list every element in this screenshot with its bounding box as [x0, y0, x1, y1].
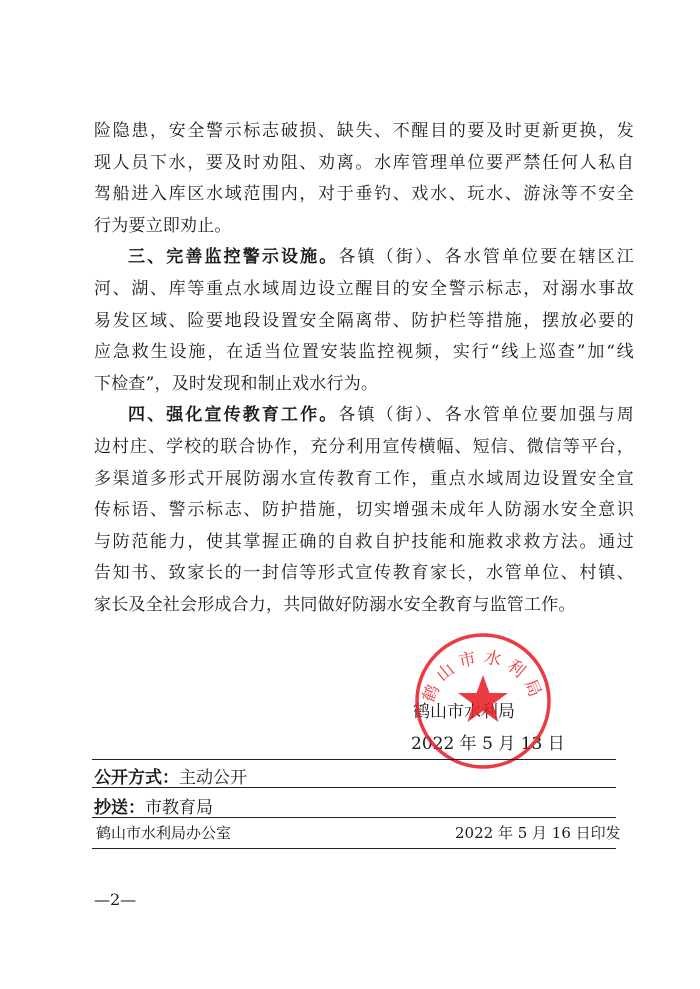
- section4-line: 边村庄、学校的联合协作，充分利用宣传横幅、短信、微信等平台，: [94, 436, 634, 457]
- section3-line: 易发区域、险要地段设置安全隔离带、防护栏等措施，摆放必要的: [94, 310, 634, 331]
- cc-row: [94, 793, 213, 818]
- seal-text: 鹤山市水利局: [418, 647, 548, 706]
- body-line: 驾船进入库区水域范围内，对于垂钓、戏水、玩水、游泳等不安全: [94, 184, 634, 205]
- signature-org: 鹤山市水利局: [413, 702, 515, 722]
- print-date: 2022 年 5 月 16 日印发: [455, 824, 621, 842]
- body-line: 现人员下水，要及时劝阻、劝离。水库管理单位要严禁任何人私自: [94, 152, 634, 173]
- body-line: 险隐患，安全警示标志破损、缺失、不醒目的要及时更新更换，发: [94, 121, 634, 141]
- section3-first-text: 各镇（街）、各水管单位要在辖区江: [338, 247, 634, 268]
- section3-line: 下检查”，及时发现和制止戏水行为。: [94, 373, 379, 394]
- divider: [92, 817, 616, 818]
- section4-first-text: 各镇（街）、各水管单位要加强与周: [338, 405, 634, 426]
- section3-first-line: [94, 242, 634, 274]
- disclosure-row: [94, 763, 247, 788]
- section4-line: 告知书、致家长的一封信等形式宣传教育家长，水管单位、村镇、: [94, 563, 634, 584]
- section4-line: 家长及全社会形成合力，共同做好防溺水安全教育与监管工作。: [94, 594, 576, 615]
- section4-heading: 四、强化宣传教育工作。: [128, 405, 339, 426]
- document-body: [94, 116, 634, 622]
- divider: [92, 759, 616, 760]
- divider: [92, 848, 616, 849]
- disclosure-label: 公开方式：: [94, 768, 179, 788]
- official-seal-icon: [413, 631, 553, 771]
- disclosure-value: 主动公开: [179, 768, 247, 788]
- divider: [92, 787, 616, 788]
- cc-label: 抄送：: [94, 798, 145, 818]
- section3-line: 河、湖、库等重点水域周边设立醒目的安全警示标志，对溺水事故: [94, 278, 634, 299]
- section3-line: 应急救生设施，在适当位置安装监控视频，实行“线上巡查”加“线: [94, 342, 634, 363]
- issuer: 鹤山市水利局办公室: [96, 824, 232, 842]
- body-line: 行为要立即劝止。: [94, 215, 232, 236]
- signature-date: 2022 年 5 月 13 日: [411, 734, 565, 754]
- section4-line: 多渠道多形式开展防溺水宣传教育工作，重点水域周边设置安全宣: [94, 468, 634, 489]
- cc-value: 市教育局: [145, 798, 213, 818]
- section3-heading: 三、完善监控警示设施。: [128, 247, 339, 268]
- page-number: —2—: [94, 890, 137, 909]
- seal-star-icon: [458, 675, 508, 722]
- section4-line: 与防范能力，使其掌握正确的自救自护技能和施救求救方法。通过: [94, 531, 634, 552]
- section4-line: 传标语、警示标志、防护措施，切实增强未成年人防溺水安全意识: [94, 500, 634, 521]
- section4-first-line: [94, 400, 634, 432]
